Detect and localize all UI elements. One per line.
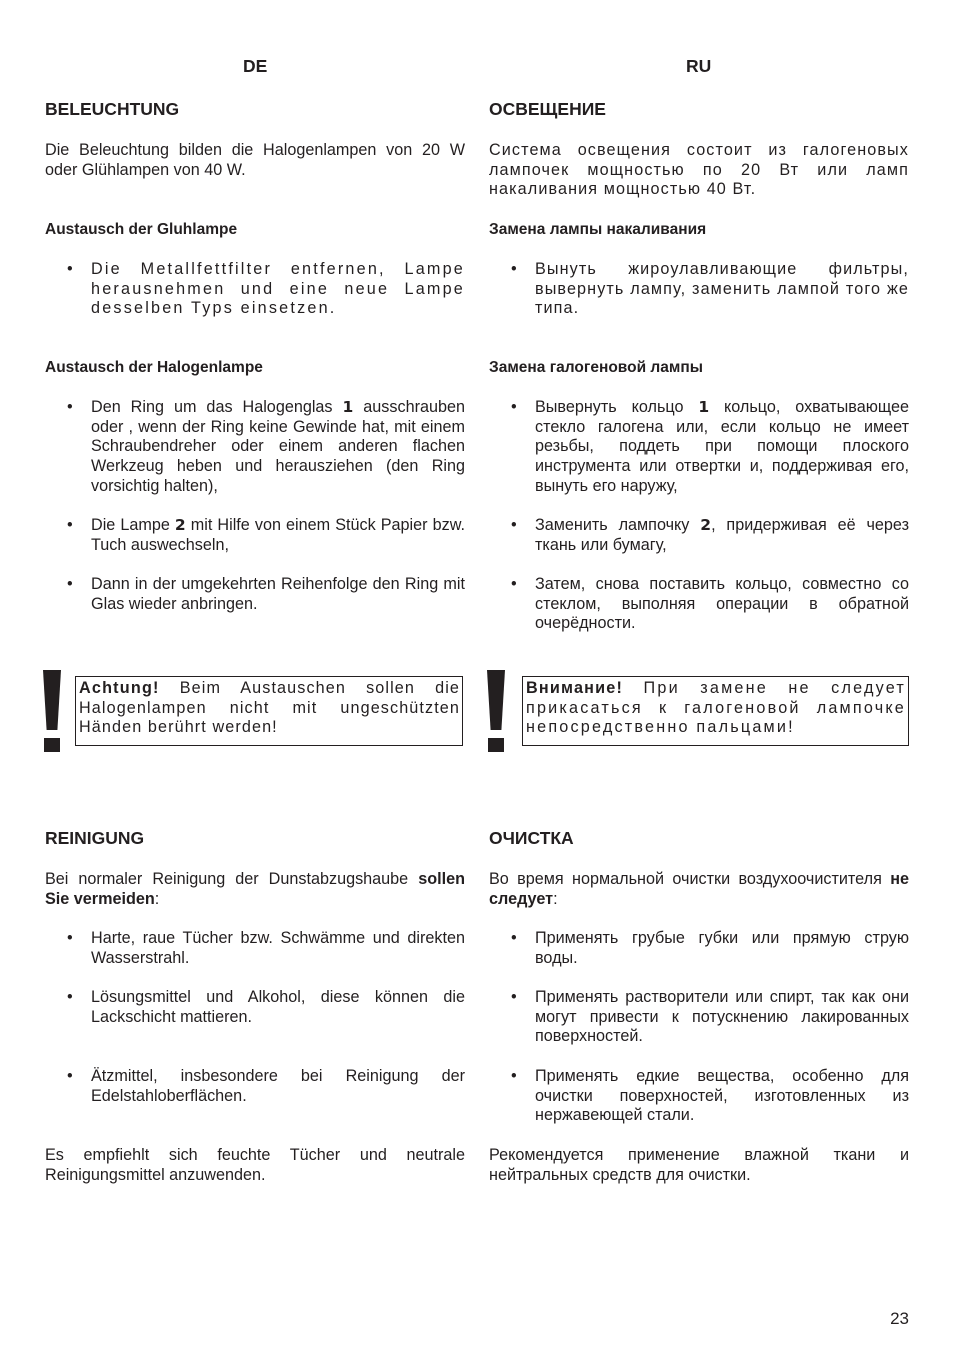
list-item	[45, 988, 465, 1027]
bullet-icon: •	[67, 260, 73, 278]
bullet-icon: •	[511, 1067, 517, 1085]
page-number: 23	[890, 1309, 909, 1328]
subsection-title-halogen-ru: Замена галогеновой лампы	[489, 359, 703, 376]
halogen-step-3-ru: Затем, снова поставить кольцо, совместно со стеклом, выполняя операции в обратной очерёдности.	[535, 575, 909, 633]
part-number-1: 1	[698, 398, 710, 416]
bullet-icon: •	[67, 1067, 73, 1085]
list-item	[45, 575, 465, 614]
halogen-step-1-ru: Вывернуть кольцо 1 кольцо, охватывающее стекло галогена или, если кольцо не имеет резьбы, поддеть при помощи плоского инструмента или отвертки и, поддерживая его, вынуть его наружу,	[535, 398, 909, 495]
language-label-ru: RU	[686, 56, 712, 76]
list-item	[489, 260, 909, 319]
list-item	[489, 516, 909, 555]
halogen-step-2-de: Die Lampe 2 mit Hilfe von einem Stück Papier bzw. Tuch auswechseln,	[91, 516, 465, 554]
exclamation-icon	[43, 670, 63, 754]
section-title-cleaning-ru: ОЧИСТКА	[489, 828, 574, 848]
exclamation-icon	[487, 670, 507, 754]
halogen-step-3-de: Dann in der umgekehrten Reihenfolge den Ring mit Glas wieder anbringen.	[91, 575, 465, 613]
warning-label-de: Achtung!	[79, 679, 160, 697]
cleaning-outro-ru: Рекомендуется применение влажной ткани и нейтральных средств для очистки.	[489, 1146, 909, 1184]
lighting-intro-ru: Система освещения состоит из галогеновых лампочек мощностью по 20 Вт или ламп накаливания мощностью 40 Вт.	[489, 141, 909, 199]
part-number-2: 2	[174, 516, 186, 534]
cleaning-avoid-3-ru: Применять едкие вещества, особенно для очистки поверхностей, изготовленных из нержавеющей стали.	[535, 1067, 909, 1125]
cleaning-avoid-2-de: Lösungsmittel und Alkohol, diese können die Lackschicht mattieren.	[91, 988, 465, 1026]
bullet-icon: •	[67, 929, 73, 947]
list-item	[45, 260, 465, 319]
bulb-step-ru: Вынуть жироулавливающие фильтры, вывернуть лампу, заменить лампой того же типа.	[535, 260, 909, 318]
avoid-emphasis-ru: не следует	[489, 870, 909, 908]
bullet-icon: •	[511, 988, 517, 1006]
section-title-cleaning-de: REINIGUNG	[45, 828, 145, 848]
bullet-icon: •	[511, 260, 517, 278]
cleaning-avoid-3-de: Ätzmittel, insbesondere bei Reinigung der Edelstahloberflächen.	[91, 1067, 465, 1105]
bullet-icon: •	[511, 929, 517, 947]
bullet-icon: •	[511, 516, 517, 534]
section-title-lighting-de: BELEUCHTUNG	[45, 99, 180, 119]
list-item	[489, 1067, 909, 1126]
language-label-de: DE	[243, 56, 268, 76]
bullet-icon: •	[511, 398, 517, 416]
subsection-title-bulb-de: Austausch der Gluhlampe	[45, 221, 238, 238]
warning-label-ru: Внимание!	[526, 679, 624, 697]
warning-box-de	[75, 676, 463, 746]
lighting-intro-de: Die Beleuchtung bilden die Halogenlampen von 20 W oder Glühlampen von 40 W.	[45, 141, 465, 179]
part-number-1: 1	[342, 398, 354, 416]
subsection-title-bulb-ru: Замена лампы накаливания	[489, 221, 707, 238]
list-item	[45, 1067, 465, 1106]
cleaning-avoid-1-ru: Применять грубые губки или прямую струю воды.	[535, 929, 909, 967]
bullet-icon: •	[67, 575, 73, 593]
bullet-icon: •	[67, 516, 73, 534]
warning-box-ru	[522, 676, 909, 746]
warning-text-de: Beim Austauschen sollen die Halogenlampen nicht mit ungeschützten Händen berührt werden!	[79, 679, 460, 737]
subsection-title-halogen-de: Austausch der Halogenlampe	[45, 359, 263, 376]
list-item	[45, 929, 465, 968]
halogen-step-1-de: Den Ring um das Halogenglas 1 ausschrauben oder , wenn der Ring keine Gewinde hat, mit einem Schraubendreher oder einem anderen flachen Werkzeug heben und herausziehen (den Ring vorsichtig halten),	[91, 398, 465, 495]
list-item	[489, 988, 909, 1047]
bullet-icon: •	[67, 398, 73, 416]
cleaning-avoid-2-ru: Применять растворители или спирт, так как они могут привести к потускнению лакированных поверхностей.	[535, 988, 909, 1046]
bulb-step-de: Die Metallfettfilter entfernen, Lampe herausnehmen und eine neue Lampe desselben Typs einsetzen.	[91, 260, 465, 318]
avoid-emphasis-de: sollen Sie vermeiden	[45, 870, 465, 908]
part-number-2: 2	[700, 516, 712, 534]
cleaning-avoid-1-de: Harte, raue Tücher bzw. Schwämme und direkten Wasserstrahl.	[91, 929, 465, 967]
bullet-icon: •	[511, 575, 517, 593]
list-item	[489, 575, 909, 634]
warning-text-ru: При замене не следует прикасаться к галогеновой лампочке непосредственно пальцами!	[526, 679, 906, 737]
list-item	[489, 398, 909, 497]
halogen-step-2-ru: Заменить лампочку 2, придерживая её через ткань или бумагу,	[535, 516, 909, 554]
cleaning-outro-de: Es empfiehlt sich feuchte Tücher und neutrale Reinigungsmittel anzuwenden.	[45, 1146, 465, 1184]
list-item	[45, 516, 465, 555]
cleaning-intro-de: Bei normaler Reinigung der Dunstabzugshaube sollen Sie vermeiden:	[45, 870, 465, 908]
list-item	[45, 398, 465, 497]
section-title-lighting-ru: ОСВЕЩЕНИЕ	[489, 99, 606, 119]
list-item	[489, 929, 909, 968]
bullet-icon: •	[67, 988, 73, 1006]
cleaning-intro-ru: Во время нормальной очистки воздухоочистителя не следует:	[489, 870, 909, 908]
